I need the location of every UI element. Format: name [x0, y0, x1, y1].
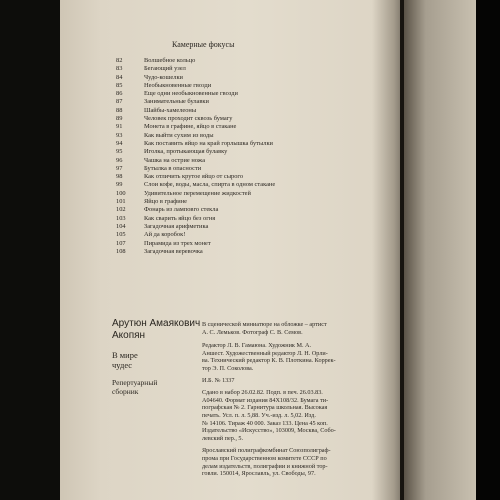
printer-line: говли. 150014, Ярославль, ул. Свободы, 97. — [202, 470, 316, 478]
toc-section-title: Камерные фокусы — [172, 40, 235, 49]
toc-page-number: 94 — [116, 139, 123, 147]
toc-page-number: 100 — [116, 189, 126, 197]
toc-page-number: 107 — [116, 239, 126, 247]
toc-entry-title: Ай да коробок! — [144, 231, 186, 239]
toc-entry — [116, 90, 396, 98]
toc-entry — [116, 173, 396, 181]
toc-entry-title: Как поставить яйцо на край горлышка бутылки — [144, 139, 273, 147]
toc-entry-title: Чашка на острие ножа — [144, 156, 206, 164]
book-title-line: чудес — [112, 360, 133, 370]
toc-entry-title: Чудо-кошелки — [144, 73, 183, 81]
toc-entry — [116, 82, 396, 90]
toc-entry-title: Занимательные булавки — [144, 98, 209, 106]
author-surname-line: Акопян — [112, 330, 146, 341]
print-line: № 14106. Тираж 40 000. Заказ 133. Цена 45 коп. — [202, 419, 328, 427]
print-line: А04640. Формат издания 84Х108/32. Бумага ти- — [202, 396, 329, 404]
print-line: Сдано в набор 26.02.82. Подп. в печ. 26.03.83. — [202, 389, 323, 397]
print-line: Издательство «Искусство», 103009, Москва, Собо- — [202, 427, 336, 435]
toc-entry — [116, 140, 396, 148]
toc-page-number: 89 — [116, 115, 123, 123]
toc-entry-title: Иголка, протыкающая булавку — [144, 148, 228, 156]
print-line: печать. Усл. п. л. 5,88. Уч.-изд. л. 5,02. Изд. — [202, 411, 316, 419]
imprint-details — [202, 321, 388, 481]
print-details — [202, 389, 388, 442]
toc-entry — [116, 223, 396, 231]
table-of-contents — [116, 57, 396, 256]
toc-entry — [116, 98, 396, 106]
toc-entry-title: Бутылка в опасности — [144, 164, 202, 172]
printer-line: делам издательств, полиграфии и книжной тор- — [202, 462, 328, 470]
toc-entry — [116, 148, 396, 156]
toc-page-number: 104 — [116, 222, 126, 230]
toc-entry-title: Удивительное перемещение жидкостей — [144, 189, 251, 197]
printer-line: прома при Государственном комитете СССР по — [202, 454, 327, 462]
toc-entry-title: Шайбы-хамелеоны — [144, 106, 197, 114]
toc-page-number: 95 — [116, 148, 123, 156]
editors-line: ва. Технический редактор К. В. Плоткина. Коррек- — [202, 357, 336, 365]
cover-note — [202, 321, 388, 336]
toc-entry — [116, 198, 396, 206]
toc-entry — [116, 231, 396, 239]
toc-entry — [116, 240, 396, 248]
toc-entry — [116, 181, 396, 189]
editors-line: тор Э. П. Соколова. — [202, 364, 254, 372]
ib-line: И.Б. № 1337 — [202, 376, 235, 384]
book-title-line: В мире — [112, 350, 138, 360]
toc-entry-title: Слои кофе, воды, масла, спирта в одном стакане — [144, 181, 276, 189]
toc-page-number: 101 — [116, 198, 126, 206]
toc-entry — [116, 57, 396, 65]
toc-page-number: 84 — [116, 73, 123, 81]
toc-entry-title: Монета в графине, яйцо в стакане — [144, 123, 237, 131]
editors-block — [202, 342, 388, 372]
author-name-line: Арутюн Амаякович — [112, 318, 201, 329]
toc-page-number: 99 — [116, 181, 123, 189]
toc-page-number: 85 — [116, 81, 123, 89]
editors-line: Аншест. Художественный редактор Л. Н. Орли- — [202, 349, 328, 357]
toc-page-number: 82 — [116, 57, 123, 64]
toc-entry — [116, 107, 396, 115]
toc-entry-title: Фонарь из ламповго стекла — [144, 206, 219, 214]
background-shadow — [476, 0, 500, 500]
toc-entry — [116, 123, 396, 131]
print-line: пографская № 2. Гарнитура школьная. Высокая — [202, 404, 328, 412]
cover-note-line: В сценической миниатюре на обложке – артист — [202, 321, 327, 328]
toc-page-number: 88 — [116, 106, 123, 114]
printer-details — [202, 447, 388, 477]
facing-page-edge — [404, 0, 476, 500]
toc-page-number: 91 — [116, 123, 123, 131]
author-name — [112, 318, 212, 342]
toc-entry-title: Загадочная веревочка — [144, 247, 203, 255]
printer-line: Ярославский полиграфкомбинат Союзполиграф- — [202, 447, 331, 455]
toc-entry-title: Необыкновенные гвозди — [144, 81, 212, 89]
toc-page-number: 98 — [116, 173, 123, 181]
toc-page-number: 97 — [116, 164, 123, 172]
toc-entry — [116, 215, 396, 223]
toc-page-number: 87 — [116, 98, 123, 106]
toc-page-number: 83 — [116, 65, 123, 73]
toc-entry-title: Человек проходит сквозь бумагу — [144, 115, 233, 123]
toc-page-number: 102 — [116, 206, 126, 214]
toc-page-number: 103 — [116, 214, 126, 222]
toc-entry — [116, 165, 396, 173]
editors-line: Редактор Л. В. Гамаюна. Художник М. А. — [202, 342, 312, 350]
toc-entry — [116, 190, 396, 198]
toc-entry — [116, 74, 396, 82]
print-line: левский пер., 5. — [202, 434, 244, 442]
toc-entry — [116, 206, 396, 214]
toc-page-number: 86 — [116, 90, 123, 98]
toc-entry — [116, 115, 396, 123]
toc-entry — [116, 65, 396, 73]
series-label — [112, 378, 157, 396]
toc-page-number: 108 — [116, 247, 126, 255]
toc-entry-title: Загадочная арифметика — [144, 222, 209, 230]
toc-entry-title: Как отличить крутое яйцо от сырого — [144, 173, 244, 181]
toc-entry-title: Как выйти сухим из воды — [144, 131, 214, 139]
cover-note-line: А. С. Лемьков. Фотограф С. В. Семов. — [202, 328, 303, 336]
toc-page-number: 105 — [116, 231, 126, 239]
toc-entry-title: Еще одни необыкновенные гвозди — [144, 90, 238, 98]
series-line: сборник — [112, 387, 139, 396]
toc-entry-title: Как сварить яйцо без огня — [144, 214, 216, 222]
toc-entry — [116, 157, 396, 165]
toc-entry-title: Пирамида из трех монет — [144, 239, 211, 247]
toc-entry-title: Волшебное кольцо — [144, 57, 196, 64]
toc-page-number: 93 — [116, 131, 123, 139]
toc-page-number: 96 — [116, 156, 123, 164]
toc-entry — [116, 132, 396, 140]
toc-entry — [116, 248, 396, 256]
ib-number — [202, 377, 388, 385]
toc-entry-title: Яйцо в графине — [144, 198, 187, 206]
toc-entry-title: Бегающий узел — [144, 65, 186, 73]
book-title — [112, 350, 138, 370]
series-line: Репертуарный — [112, 378, 158, 387]
